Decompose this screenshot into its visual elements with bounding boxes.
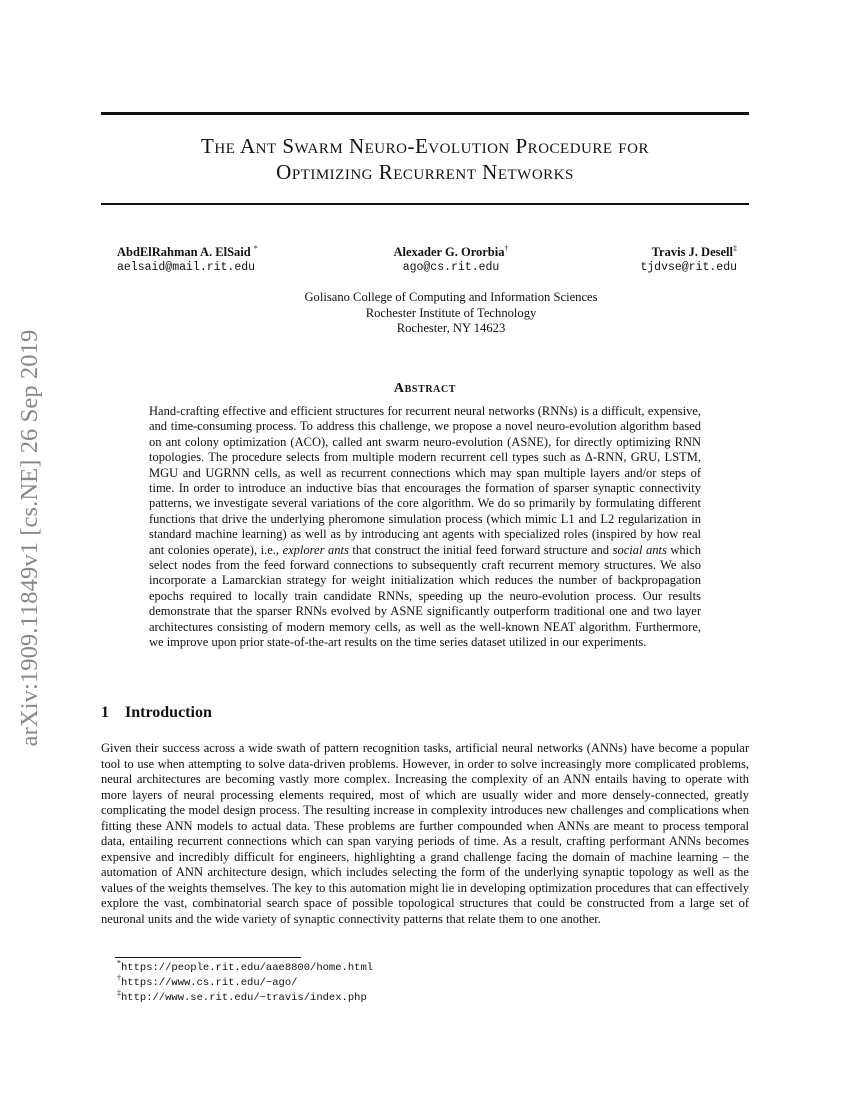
section-1-title: Introduction bbox=[125, 704, 212, 721]
author-2-mark: † bbox=[504, 243, 509, 253]
footnote-1-mark: * bbox=[117, 958, 121, 968]
author-1-email: aelsaid@mail.rit.edu bbox=[117, 261, 256, 274]
arxiv-identifier-text: arXiv:1909.11849v1 [cs.NE] 26 Sep 2019 bbox=[16, 329, 43, 747]
abstract-text-3: which select nodes from the feed forward connections to subsequently craft recurrent memory structures. We also incorporate a Lamarckian strategy for weight initialization which reduces the number of backpropagation epochs required to locally train candidate RNNs, speeding up the neuro-evolution process. Our results demonstrate that the sparser RNNs evolved by ASNE significantly outperform traditional one and two layer architectures consisting of modern memory cells, as well as the well-known NEAT algorithm. Furthermore, we improve upon prior state-of-the-art results on the time series dataset utilized in our experiments. bbox=[149, 542, 701, 650]
footnote-2 bbox=[117, 973, 373, 991]
footnote-2-url[interactable]: https://www.cs.rit.edu/~ago/ bbox=[121, 977, 298, 989]
affiliation-line-3: Rochester, NY 14623 bbox=[396, 321, 506, 335]
author-3-email: tjdvse@rit.edu bbox=[640, 261, 737, 274]
introduction-paragraph: Given their success across a wide swath of pattern recognition tasks, artificial neural networks (ANNs) have become a popular tool to use when attempting to solve data-driven problems. However, in order to solve increasingly more complicated problems, neural architectures are becoming vastly more complex. Increasing the complexity of an ANN entails having to operate with more layers of neural processing elements required, most of which are usually wider and more densely-connected, greatly complicating the model design process. The resulting increase in complexity introduces new challenges and complications when fitting these ANN models to actual data. These problems are further compounded when ANNs are meant to process temporal data, entailing recurrent connections which can span varying periods of time. As a result, crafting performant ANNs becomes expensive and incredibly difficult for engineers, highlighting a grand challenge facing the domain of machine learning – the automation of ANN architecture design, which includes selecting the form of the underlying synaptic topology as well as the values of the weights themselves. The key to this automation might lie in developing optimization procedures that can effectively explore the vast, combinatorial search space of possible topological structures that could be constructed from a large set of neuronal units and the wide variety of synaptic connectivity patterns that relate them to one another. bbox=[101, 741, 749, 926]
footnote-1 bbox=[117, 958, 374, 976]
author-3 bbox=[640, 244, 737, 276]
footnote-2-mark: † bbox=[117, 973, 121, 983]
affiliation-line-2: Rochester Institute of Technology bbox=[365, 305, 537, 320]
author-3-mark: ‡ bbox=[733, 243, 737, 253]
abstract-heading: Abstract bbox=[393, 381, 457, 396]
arxiv-side-identifier bbox=[5, 293, 55, 783]
footnote-3-url[interactable]: http://www.se.rit.edu/~travis/index.php bbox=[121, 992, 367, 1004]
footnote-3 bbox=[117, 988, 373, 1006]
affiliation-line-1: Golisano College of Computing and Information Sciences bbox=[304, 290, 598, 304]
author-2-email: ago@cs.rit.edu bbox=[402, 261, 500, 274]
author-1-mark: * bbox=[253, 243, 258, 253]
footnote-3-mark: ‡ bbox=[117, 988, 121, 998]
abstract-em-social-ants: social ants bbox=[612, 542, 667, 557]
section-1-number: 1 bbox=[101, 704, 109, 721]
title-line-1: The Ant Swarm Neuro-Evolution Procedure for bbox=[201, 134, 649, 158]
abstract-text-1: Hand-crafting effective and efficient structures for recurrent neural networks (RNNs) is a difficult, expensive, and time-consuming process. To address this challenge, we propose a novel neuro-evolution algorithm based on ant colony optimization (ACO), called ant swarm neuro-evolution (ASNE), for directly optimizing RNN topologies. The procedure selects from multiple modern recurrent cell types such as Δ-RNN, GRU, LSTM, MGU and UGRNN cells, as well as recurrent connections which may span multiple layers and/or steps of time. In order to introduce an inductive bias that encourages the formation of sparser synaptic connectivity patterns, we investigate several variations of the core algorithm. We do so primarily by formulating different functions that drive the underlying pheromone simulation process (which mimic L1 and L2 regularization in standard machine learning) as well as by introducing ant agents with specialized roles (inspired by how real ant colonies operate), i.e., bbox=[149, 404, 701, 557]
abstract-em-explorer-ants: explorer ants bbox=[282, 542, 349, 557]
author-2-name: Alexader G. Ororbia bbox=[393, 245, 505, 259]
abstract-text-2: that construct the initial feed forward structure and bbox=[352, 542, 610, 557]
author-1 bbox=[117, 244, 258, 276]
author-3-name: Travis J. Desell bbox=[651, 245, 733, 259]
paper-title bbox=[101, 133, 749, 185]
title-line-2: Optimizing Recurrent Networks bbox=[276, 160, 574, 184]
footnote-1-url[interactable]: https://people.rit.edu/aae8800/home.html bbox=[121, 962, 374, 974]
title-top-rule bbox=[101, 112, 749, 115]
author-1-name: AbdElRahman A. ElSaid bbox=[117, 245, 251, 259]
abstract-body bbox=[149, 404, 701, 651]
footnotes bbox=[117, 958, 374, 1006]
title-bottom-rule bbox=[101, 203, 749, 205]
affiliation bbox=[101, 290, 801, 337]
author-2 bbox=[361, 244, 541, 276]
footnote-rule bbox=[115, 957, 301, 958]
section-1-heading bbox=[101, 704, 212, 722]
